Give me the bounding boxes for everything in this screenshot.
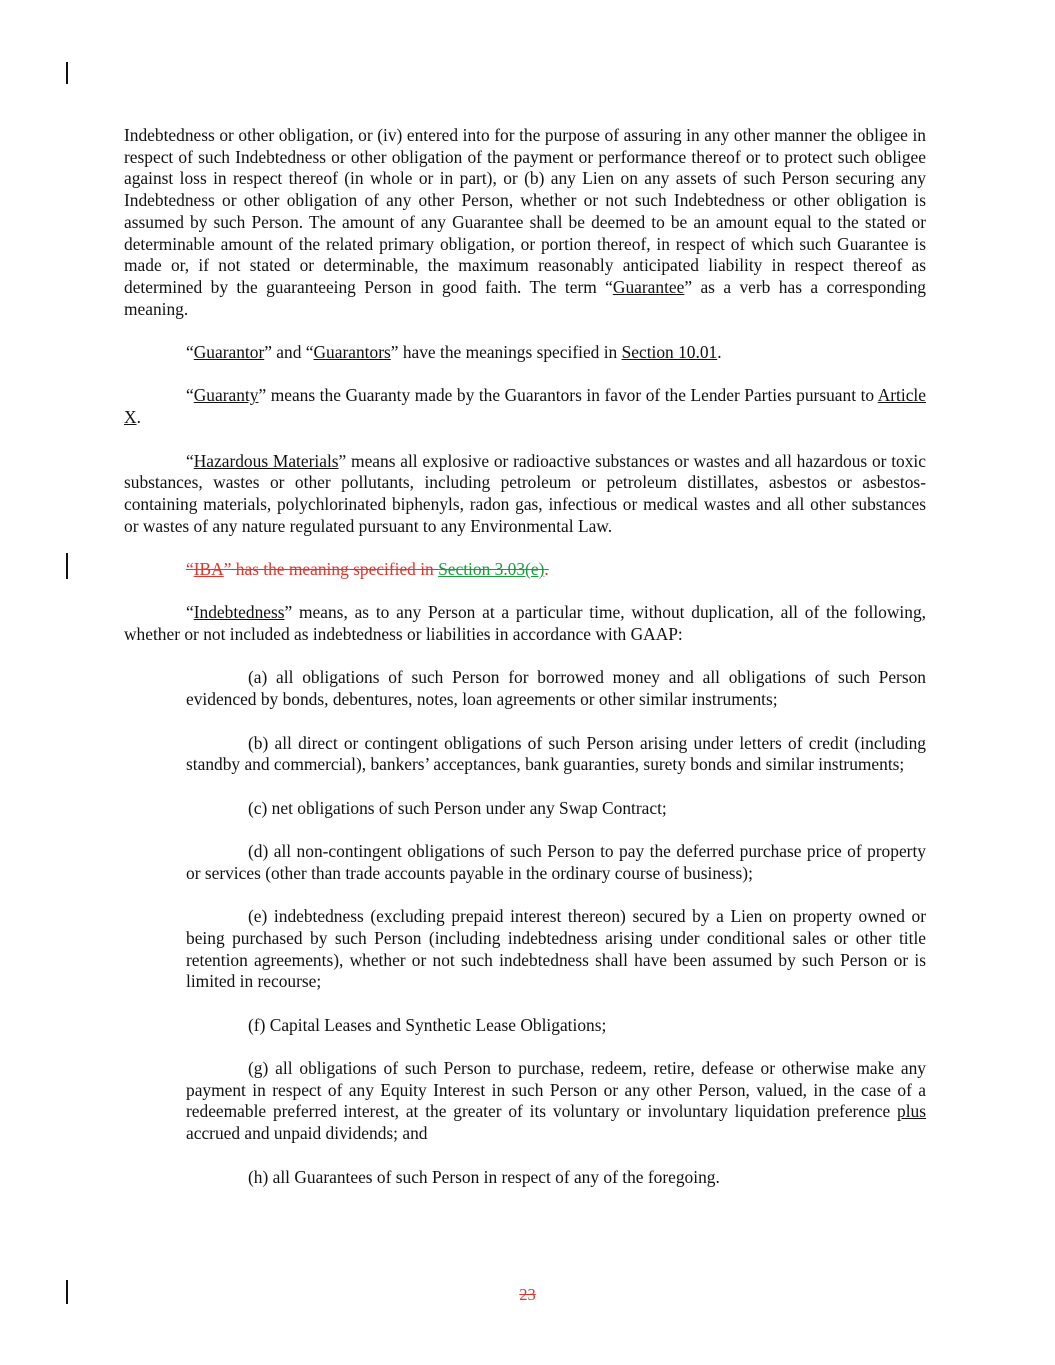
term-indebtedness: Indebtedness <box>193 602 285 623</box>
list-item-c: (c) net obligations of such Person under any Swap Contract; <box>248 797 667 818</box>
term-guarantee: Guarantee <box>612 276 685 297</box>
reference-section-3-03e: Section 3.03(e) <box>438 559 545 579</box>
list-item-h: (h) all Guarantees of such Person in respect of any of the foregoing. <box>248 1166 720 1187</box>
paragraph-guarantee-continued: Indebtedness or other obligation, or (iv) entered into for the purpose of assuring in any other manner the obligee in respect of such Indebtedness or other obligation of the payment or performance thereof or to protect such obligee against loss in respect thereof (in whole or in part), or (b) any Lien on any assets of such Person securing any Indebtedness or other obligation of any other Person, whether or not such Indebtedness or other obligation is assumed by such Person. The amount of any Guarantee shall be deemed to be an amount equal to the stated or determinable amount of the related primary obligation, or portion thereof, in respect of which such Guarantee is made or, if not stated or determinable, the maximum reasonably anticipated liability in respect thereof as determined by the guaranteeing Person in good faith. The term “Guarantee” as a verb has a corresponding meaning. <box>124 125 926 319</box>
term-guarantor: Guarantor <box>193 342 265 363</box>
definition-guarantor: “Guarantor” and “Guarantors” have the meanings specified in Section 10.01. <box>186 342 722 363</box>
document-body <box>124 125 926 1210</box>
term-guarantors: Guarantors <box>313 342 391 363</box>
list-item-a: (a) all obligations of such Person for borrowed money and all obligations of such Person evidenced by bonds, debentures, notes, loan agreements or other similar instruments; <box>186 667 926 710</box>
term-guaranty: Guaranty <box>193 385 259 406</box>
term-iba: IBA <box>193 559 224 579</box>
list-item-b: (b) all direct or contingent obligations of such Person arising under letters of credit (including standby and commercial), bankers’ acceptances, bank guaranties, surety bonds and similar instruments; <box>186 732 926 775</box>
reference-section-10-01: Section 10.01 <box>621 342 718 363</box>
list-item-d: (d) all non-contingent obligations of such Person to pay the deferred purchase price of property or services (other than trade accounts payable in the ordinary course of business); <box>186 841 926 883</box>
term-plus: plus <box>897 1101 926 1122</box>
definition-guaranty: “Guaranty” means the Guaranty made by the Guarantors in favor of the Lender Parties pursuant to Article X. <box>124 385 926 428</box>
reference-article-x: Article X <box>124 385 926 428</box>
list-item-g: (g) all obligations of such Person to purchase, redeem, retire, defease or otherwise make any payment in respect of any Equity Interest in such Person or any other Person, valued, in the case of a redeemable preferred interest, at the greater of its voluntary or involuntary liquidation preference plus accrued and unpaid dividends; and <box>186 1058 926 1144</box>
definition-indebtedness: “Indebtedness” means, as to any Person at a particular time, without duplication, all of the following, whether or not included as indebtedness or liabilities in accordance with GAAP: <box>124 602 926 645</box>
list-item-f: (f) Capital Leases and Synthetic Lease Obligations; <box>248 1014 607 1035</box>
list-item-e: (e) indebtedness (excluding prepaid interest thereon) secured by a Lien on property owned or being purchased by such Person (including indebtedness arising under conditional sales or other title retention agreements), whether or not such indebtedness shall have been assumed by such Person or is limited in recourse; <box>186 906 926 992</box>
page-number: 23 <box>519 1285 536 1304</box>
term-hazardous-materials: Hazardous Materials <box>193 450 339 471</box>
change-bar-top <box>66 62 68 84</box>
deleted-definition-iba: “IBA” has the meaning specified in Section 3.03(e). <box>186 559 549 579</box>
definition-hazardous-materials: “Hazardous Materials” means all explosive or radioactive substances or wastes and all hazardous or toxic substances, wastes or other pollutants, including petroleum or petroleum distillates, asbestos or asbestos-containing materials, polychlorinated biphenyls, radon gas, infectious or medical wastes and all other substances or wastes of any nature regulated pursuant to any Environmental Law. <box>124 450 926 536</box>
change-bar-iba <box>66 553 68 579</box>
